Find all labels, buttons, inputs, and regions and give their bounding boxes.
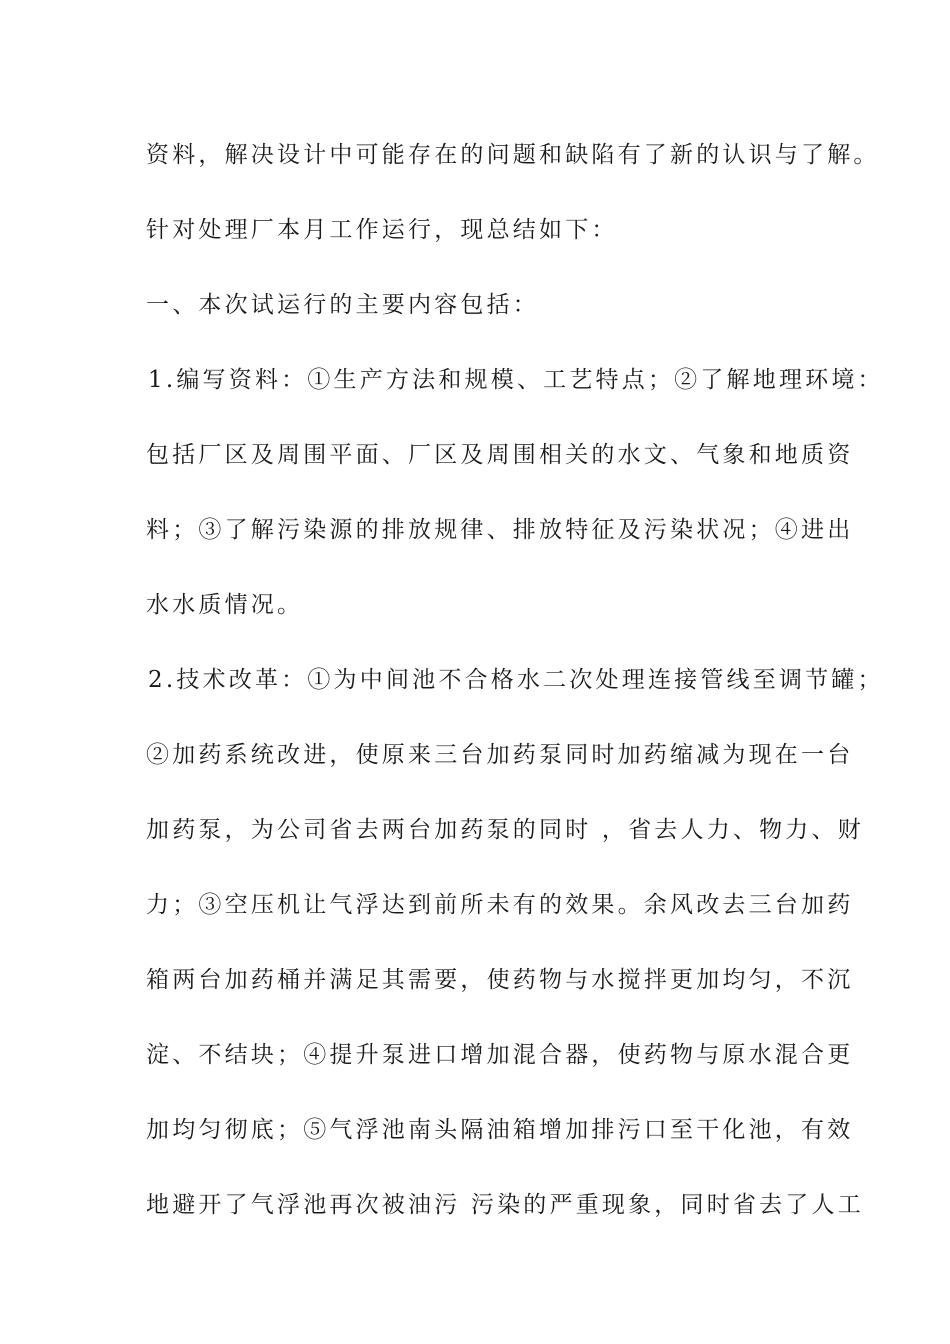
text-line-8: 2.技术改革：①为中间池不合格水二次处理连接管线至调节罐； bbox=[148, 667, 884, 693]
text-line-10: 加药泵，为公司省去两台加药泵的同时 ，省去人力、物力、财 bbox=[146, 817, 864, 843]
text-line-9: ②加药系统改进，使原来三台加药泵同时加药缩减为现在一台 bbox=[146, 742, 854, 768]
text-line-5: 包括厂区及周围平面、厂区及周围相关的水文、气象和地质资 bbox=[146, 442, 854, 468]
text-line-11: 力；③空压机让气浮达到前所未有的效果。余风改去三台加药 bbox=[146, 892, 854, 918]
text-line-4: 1.编写资料：①生产方法和规模、工艺特点；②了解地理环境： bbox=[148, 367, 884, 393]
text-line-13: 淀、不结块；④提升泵进口增加混合器，使药物与原水混合更 bbox=[146, 1042, 854, 1068]
text-line-1: 资料，解决设计中可能存在的问题和缺陷有了新的认识与了解。 bbox=[146, 142, 880, 168]
text-line-12: 箱两台加药桶并满足其需要，使药物与水搅拌更加均匀，不沉 bbox=[146, 967, 854, 993]
text-line-14: 加均匀彻底；⑤气浮池南头隔油箱增加排污口至干化池，有效 bbox=[146, 1117, 854, 1143]
text-line-2: 针对处理厂本月工作运行，现总结如下： bbox=[146, 217, 618, 243]
text-line-7: 水水质情况。 bbox=[146, 592, 304, 618]
section-heading: 一、本次试运行的主要内容包括： bbox=[146, 292, 539, 318]
text-line-15: 地避开了气浮池再次被油污 污染的严重现象，同时省去了人工 bbox=[146, 1192, 864, 1218]
text-line-6: 料；③了解污染源的排放规律、排放特征及污染状况；④进出 bbox=[146, 517, 854, 543]
